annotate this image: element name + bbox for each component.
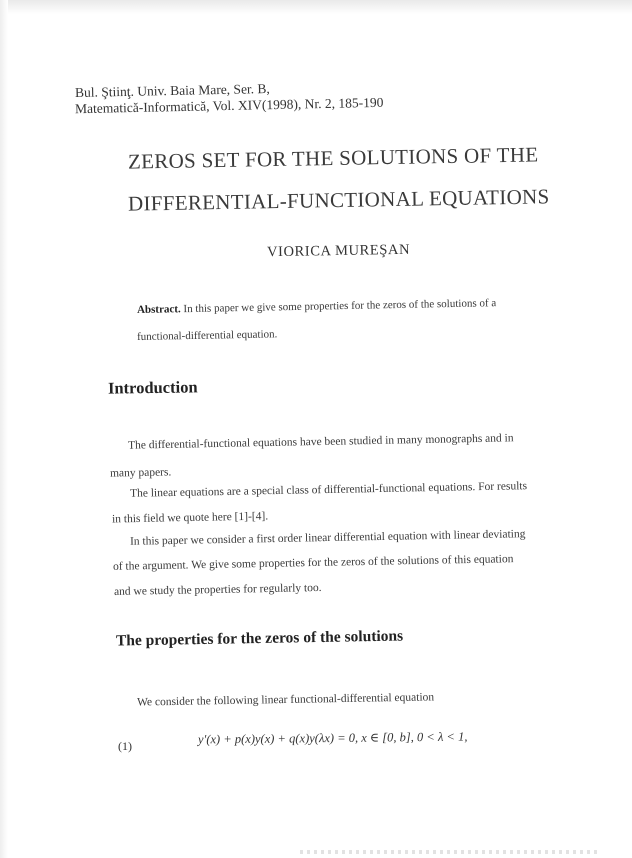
journal-header-line-2: Matematică-Informatică, Vol. XIV(1998), Nr. 2, 185-190 <box>74 94 384 117</box>
abstract-line-1 <box>137 296 557 316</box>
equation-number: (1) <box>118 739 132 753</box>
introduction-heading: Introduction <box>107 377 198 398</box>
intro-line-6: of the argument. We give some properties for the zeros of the solutions of this equation <box>112 553 514 573</box>
abstract-label: Abstract. <box>136 303 181 317</box>
intro-line-3: The linear equations are a special class of differential-functional equations. For results <box>129 480 528 500</box>
scan-shadow-top <box>0 0 632 14</box>
paper-title-line-2: DIFFERENTIAL-FUNCTIONAL EQUATIONS <box>127 184 550 216</box>
intro-line-2: many papers. <box>109 466 172 480</box>
journal-header-line-1: Bul. Ştiinţ. Univ. Baia Mare, Ser. B, <box>74 80 271 101</box>
author-name: VIORICA MUREŞAN <box>266 241 411 261</box>
properties-intro: We consider the following linear functional-differential equation <box>136 691 435 709</box>
scan-noise-bottom <box>300 850 600 854</box>
intro-line-1: The differential-functional equations have been studied in many monographs and in <box>127 432 514 452</box>
scan-shadow-left <box>0 0 8 858</box>
properties-heading: The properties for the zeros of the solutions <box>115 627 404 650</box>
abstract-text-1: In this paper we give some properties for the zeros of the solutions of a <box>183 297 497 316</box>
paper-title-line-1: ZEROS SET FOR THE SOLUTIONS OF THE <box>127 142 539 174</box>
intro-line-4: in this field we quote here [1]-[4]. <box>111 510 269 526</box>
intro-line-5: In this paper we consider a first order linear differential equation with linear deviating <box>129 528 526 548</box>
abstract-line-2: functional-differential equation. <box>136 328 278 344</box>
intro-line-7: and we study the properties for regularly too. <box>113 582 322 598</box>
equation-formula: y′(x) + p(x)y(x) + q(x)y(λx) = 0, x ∈ [0, b], 0 < λ < 1, <box>197 729 468 747</box>
